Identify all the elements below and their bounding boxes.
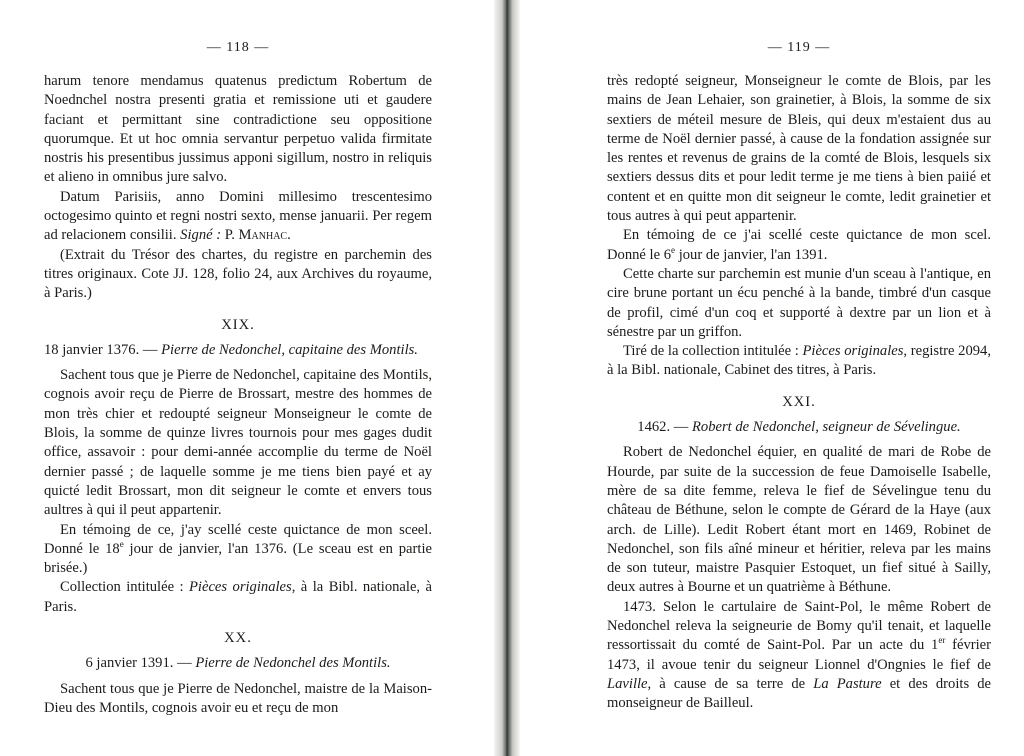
paragraph: En témoing de ce j'ai scellé ceste quictance de mon scel. Donné le 6e jour de janvier, l'an 1391. xyxy=(607,227,991,263)
page-number-left: — 118 — xyxy=(206,40,270,55)
paragraph: très redopté seigneur, Monseigneur le comte de Blois, par les mains de Jean Lehaier, son grainetier, à Blois, la somme de six sextiers de méteil mesure de Bleis, qui deux m'estaient dus au terme de Noël dernier passé, à cause de la fondation assignée sur les rentes et revenus de grains de la comté de Blois, lesquels six sextiers dessus dits et pour ledit terme je me tiens à bien paiié et content et en quitte mon dit seigneur le comte, ledit grainetier et tous autres à qui peut appartenir. xyxy=(607,73,991,225)
paragraph: Sachent tous que je Pierre de Nedonchel, capitaine des Montils, cognois avoir reçu de Pierre de Brossart, mestre des hommes de mon très chier et redoupté seigneur Monseigneur le comte de Blois, la somme de quinze livres tournois pour mes gages dudit office, assavoir : pour demi-année accomplie du terme de Noël dernier passé ; de laquelle somme je me tiens bien payé et ay quicté ledit Brossart, mon dit seigneur le comte et envers tous aultres à qui il peut appartenir. xyxy=(44,367,432,519)
paragraph: Cette charte sur parchemin est munie d'un sceau à l'antique, en cire brune portant un écu penché à la bande, timbré d'un casque de profil, cimé d'un coq et supporté à dextre par un lion et à sénestre par un griffon. xyxy=(607,265,991,340)
paragraph: Datum Parisiis, anno Domini millesimo trescentesimo octogesimo quinto et regni nostri sexto, mense januarii. Per regem ad relacionem consilii. Signé : P. Manhac. xyxy=(44,188,432,244)
left-page-text xyxy=(44,72,432,718)
paragraph: Sachent tous que je Pierre de Nedonchel, maistre de la Maison-Dieu des Montils, cognois avoir eu et reçu de mon xyxy=(44,680,432,716)
book-gutter xyxy=(494,0,520,756)
right-page xyxy=(607,0,991,756)
right-page-text xyxy=(607,72,991,714)
section-subheading: 1462. — Robert de Nedonchel, seigneur de Sévelingue. xyxy=(637,419,961,436)
paragraph: Collection intitulée : Pièces originales, à la Bibl. nationale, à Paris. xyxy=(44,579,432,615)
section-subheading: 18 janvier 1376. — Pierre de Nedonchel, capitaine des Montils. xyxy=(44,341,418,358)
page-number-right: — 119 — xyxy=(767,40,831,55)
paragraph: Robert de Nedonchel équier, en qualité de mari de Robe de Hourde, par suite de la succession de feue Damoiselle Isabelle, mère de sa dite femme, releva le fief de Sévelingue tenu du château de Béthune, selon le compte de Gérard de la Haye (aux arch. de Lille). Ledit Robert étant mort en 1469, Robinet de Nedonchel, son fils aîné mineur et héritier, releva par les mains de son tuteur, maistre Pasquier Estoquet, un fief situé à Sailly, deux autres à Bourne et un quatrième à Béthune. xyxy=(607,444,991,596)
section-heading: XIX. xyxy=(221,316,255,333)
paragraph: Tiré de la collection intitulée : Pièces originales, registre 2094, à la Bibl. nationale, Cabinet des titres, à Paris. xyxy=(607,343,991,379)
section-subheading: 6 janvier 1391. — Pierre de Nedonchel des Montils. xyxy=(85,655,391,672)
paragraph: (Extrait du Trésor des chartes, du registre en parchemin des titres originaux. Cote JJ. 128, folio 24, aux Archives du royaume, à Paris.) xyxy=(44,246,432,302)
left-page xyxy=(44,0,432,756)
section-heading: XX. xyxy=(224,630,252,647)
section-heading: XXI. xyxy=(782,393,816,410)
paragraph: harum tenore mendamus quatenus predictum Robertum de Noednchel nostra presenti gratia et remissione uti et gaudere faciant et permittant sine contradictione seu oppositione quorumque. Et ut hoc omnia servantur perpetuo valida firmitate nostris his presentibus jussimus apponi sigillum, nostro in reliquis et alieno in omnibus jure salvo. xyxy=(44,73,432,186)
paragraph: En témoing de ce, j'ay scellé ceste quictance de mon sceel. Donné le 18e jour de janvier, l'an 1376. (Le sceau est en partie brisée.) xyxy=(44,521,432,577)
paragraph: 1473. Selon le cartulaire de Saint-Pol, le même Robert de Nedonchel releva la seigneurie de Bomy qu'il tenait, et laquelle ressortissait du comté de Saint-Pol. Par un acte du 1er février 1473, il avoue tenir du seigneur Lionnel d'Ongnies le fief de Laville, à cause de sa terre de La Pasture et des droits de monseigneur de Bailleul. xyxy=(607,598,991,712)
